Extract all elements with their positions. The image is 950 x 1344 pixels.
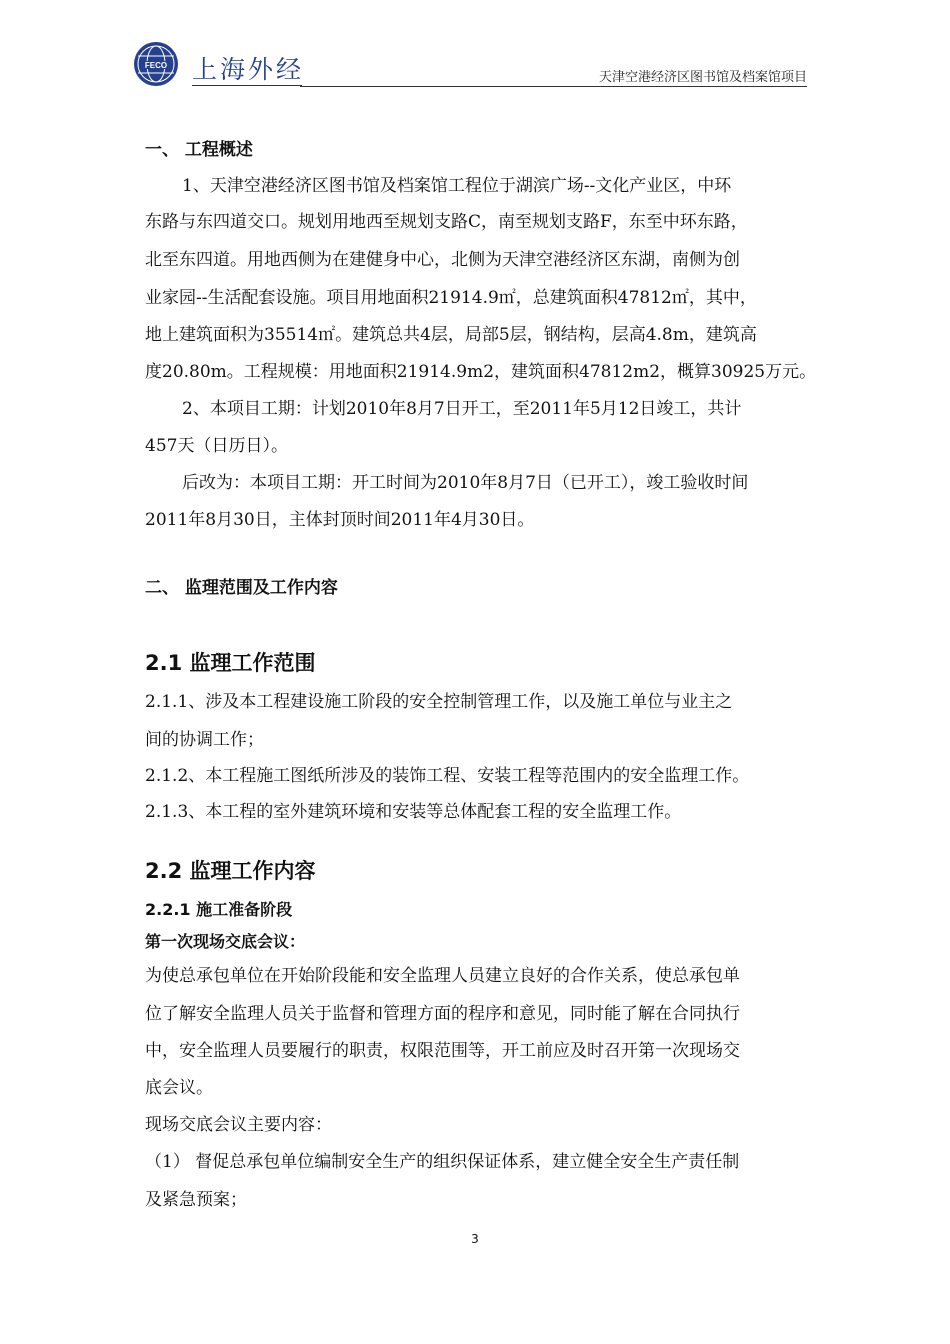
paragraph-line: 2、本项目工期：计划2010年8月7日开工，至2011年5月12日竣工，共计: [182, 399, 742, 419]
brand-name: 上海外经: [192, 55, 305, 84]
paragraph-line: 2.1.1、涉及本工程建设施工阶段的安全控制管理工作，以及施工单位与业主之: [145, 692, 733, 712]
company-logo-icon: [132, 40, 180, 88]
paragraph-line: 457天（日历日）。: [145, 436, 288, 456]
header-project-title: 天津空港经济区图书馆及档案馆项目: [598, 70, 807, 85]
meeting-heading: 第一次现场交底会议：: [145, 932, 306, 951]
section-1-heading: 一、 工程概述: [145, 140, 253, 160]
paragraph-line: 底会议。: [145, 1078, 213, 1098]
section-2-2-heading: 2.2 监理工作内容: [145, 859, 316, 883]
paragraph-line: 业家园--生活配套设施。项目用地面积21914.9㎡，总建筑面积47812㎡，其中，: [145, 288, 757, 308]
paragraph-line: 现场交底会议主要内容：: [145, 1115, 332, 1135]
section-2-heading: 二、 监理范围及工作内容: [145, 578, 338, 598]
header-rule: [300, 86, 807, 87]
section-2-1-heading: 2.1 监理工作范围: [145, 651, 316, 675]
paragraph-line: 位了解安全监理人员关于监督和管理方面的程序和意见，同时能了解在合同执行: [145, 1004, 740, 1024]
paragraph-line: 2.1.2、本工程施工图纸所涉及的装饰工程、安装工程等范围内的安全监理工作。: [145, 766, 750, 786]
section-2-2-1-heading: 2.2.1 施工准备阶段: [145, 900, 293, 919]
paragraph-line: 后改为：本项目工期：开工时间为2010年8月7日（已开工），竣工验收时间: [182, 473, 749, 493]
paragraph-line: 北至东四道。用地西侧为在建健身中心，北侧为天津空港经济区东湖，南侧为创: [145, 250, 740, 270]
paragraph-line: 2.1.3、本工程的室外建筑环境和安装等总体配套工程的安全监理工作。: [145, 802, 682, 822]
paragraph-line: （1） 督促总承包单位编制安全生产的组织保证体系，建立健全安全生产责任制: [145, 1152, 740, 1172]
page-number: 3: [471, 1232, 479, 1246]
brand-underline: [192, 85, 302, 86]
paragraph-line: 地上建筑面积为35514㎡。建筑总共4层，局部5层，钢结构，层高4.8m，建筑高: [145, 325, 757, 345]
paragraph-line: 为使总承包单位在开始阶段能和安全监理人员建立良好的合作关系，使总承包单: [145, 966, 740, 986]
paragraph-line: 东路与东四道交口。规划用地西至规划支路C，南至规划支路F，东至中环东路，: [145, 212, 748, 232]
paragraph-line: 度20.80m。工程规模：用地面积21914.9m2，建筑面积47812m2，概算30925万元。: [145, 362, 817, 382]
logo-text: FECO: [144, 61, 168, 70]
paragraph-line: 间的协调工作；: [145, 730, 264, 750]
paragraph-line: 1、天津空港经济区图书馆及档案馆工程位于湖滨广场--文化产业区，中环: [182, 176, 732, 196]
paragraph-line: 中，安全监理人员要履行的职责，权限范围等，开工前应及时召开第一次现场交: [145, 1041, 740, 1061]
paragraph-line: 2011年8月30日，主体封顶时间2011年4月30日。: [145, 510, 535, 530]
paragraph-line: 及紧急预案；: [145, 1190, 247, 1210]
